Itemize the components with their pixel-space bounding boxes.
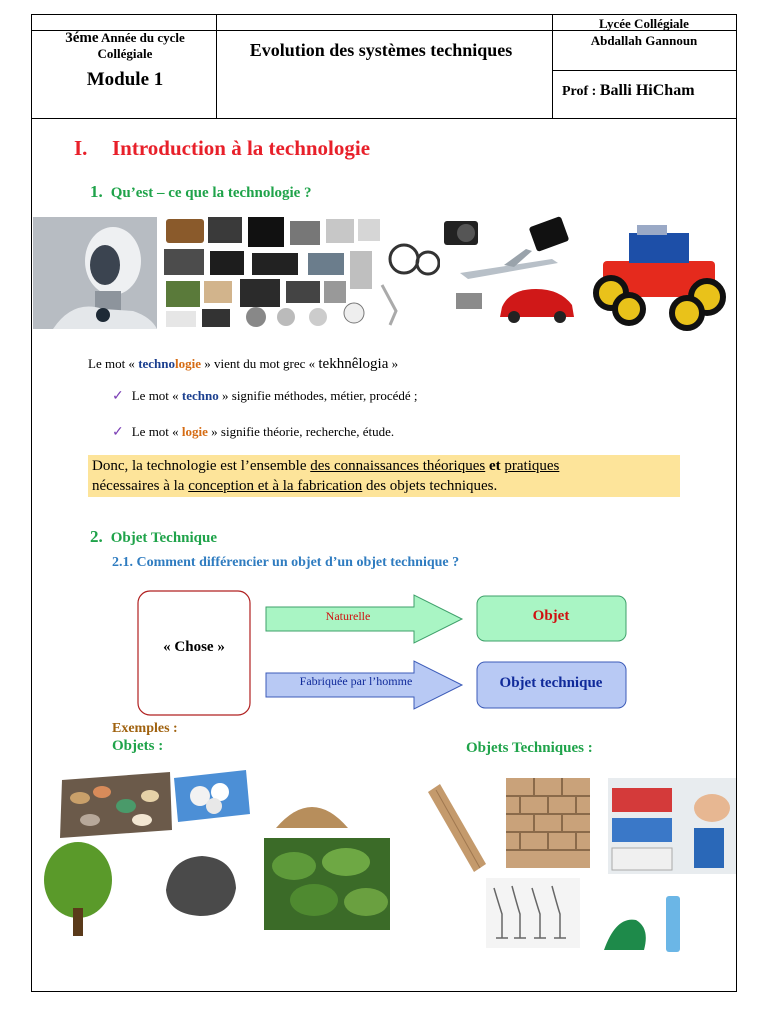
bullet-word: logie <box>181 424 208 439</box>
sand-image <box>272 778 352 834</box>
subheading-title: Qu’est – ce que la technologie ? <box>110 185 312 201</box>
header-rule-right <box>552 70 737 71</box>
def-text-3: des objets techniques. <box>362 478 498 494</box>
brick-wall-image <box>506 778 590 868</box>
prof-label: Prof : <box>562 84 600 99</box>
question-heading: 2.1. Comment différencier un objet d’un objet technique ? <box>112 555 460 570</box>
header-divider-1 <box>216 14 217 118</box>
robot-image <box>33 217 157 329</box>
check-icon: ✓ <box>112 389 124 404</box>
document-title: Evolution des systèmes techniques <box>249 40 513 60</box>
leaves-image <box>264 838 390 930</box>
pharmacy-shelf-image <box>608 778 736 874</box>
bullet-post: » signifie méthodes, métier, procédé ; <box>218 388 418 403</box>
school-name <box>552 15 736 49</box>
bullet-techno <box>112 388 418 405</box>
etym-mid: » vient du mot grec « <box>201 356 319 371</box>
cotton-image <box>170 768 252 824</box>
pebbles-image <box>56 768 176 840</box>
subheading-number: 1. <box>90 182 103 201</box>
arrow-naturelle-label: Naturelle <box>325 609 371 623</box>
objects-label: Objets : <box>112 738 164 754</box>
subheading-objet-technique <box>90 527 217 547</box>
bullet-pre: Le mot « <box>131 388 182 403</box>
etym-techno: techno <box>138 356 176 371</box>
bullet-logie <box>112 424 394 441</box>
def-text-1: Donc, la technologie est l’ensemble <box>92 458 311 474</box>
subheading-number: 2. <box>90 527 103 546</box>
etym-logie: logie <box>175 356 202 371</box>
etymology-line <box>88 356 398 373</box>
bottles-image <box>596 880 696 956</box>
module-label: Module 1 <box>86 69 164 90</box>
technical-objects-collage <box>162 215 442 329</box>
object-diagram <box>130 585 630 719</box>
def-underline-1: des connaissances théoriques <box>310 458 486 474</box>
def-text-2: nécessaires à la <box>92 478 189 494</box>
def-bold: et <box>485 458 501 474</box>
etym-pre: Le mot « <box>88 356 139 371</box>
level-number: 3éme <box>65 30 99 46</box>
level-text: Année du cycle <box>98 30 185 45</box>
tree-image <box>40 838 116 938</box>
wood-plank-image <box>424 782 490 874</box>
level-label <box>40 30 210 62</box>
rock-image <box>160 850 242 920</box>
subheading-title: Objet Technique <box>110 530 218 546</box>
bullet-pre: Le mot « <box>131 424 182 439</box>
objet-label: Objet <box>532 608 570 624</box>
arrow-fabriquee-label: Fabriquée par l’homme <box>299 674 413 688</box>
robot-car-image <box>583 217 734 332</box>
section-title: Introduction à la technologie <box>112 136 371 160</box>
school-line2: Abdallah Gannoun <box>590 33 698 48</box>
etym-greek: tekhnêlogia <box>318 356 389 372</box>
def-underline-2: pratiques <box>504 458 560 474</box>
etym-post: » <box>388 356 399 371</box>
level-line2: Collégiale <box>97 46 153 61</box>
section-heading <box>74 136 370 161</box>
check-icon: ✓ <box>112 425 124 440</box>
teacher-name <box>562 82 695 100</box>
prof-name: Balli HiCham <box>599 82 695 99</box>
def-underline-3: conception et à la fabrication <box>188 478 363 494</box>
bullet-post: » signifie théorie, recherche, étude. <box>207 424 395 439</box>
subheading-technology <box>90 182 312 202</box>
examples-label: Exemples : <box>112 721 178 736</box>
camera-plane-car-image <box>440 215 585 332</box>
objet-technique-label: Objet technique <box>499 675 603 691</box>
school-line1: Lycée Collégiale <box>599 16 689 31</box>
header-rule-bottom <box>31 118 737 119</box>
section-number: I. <box>74 136 88 160</box>
glasses-image <box>486 878 580 948</box>
technical-objects-label: Objets Techniques : <box>466 740 593 756</box>
definition-box <box>88 455 680 497</box>
chose-label: « Chose » <box>163 639 225 655</box>
bullet-word: techno <box>181 388 219 403</box>
